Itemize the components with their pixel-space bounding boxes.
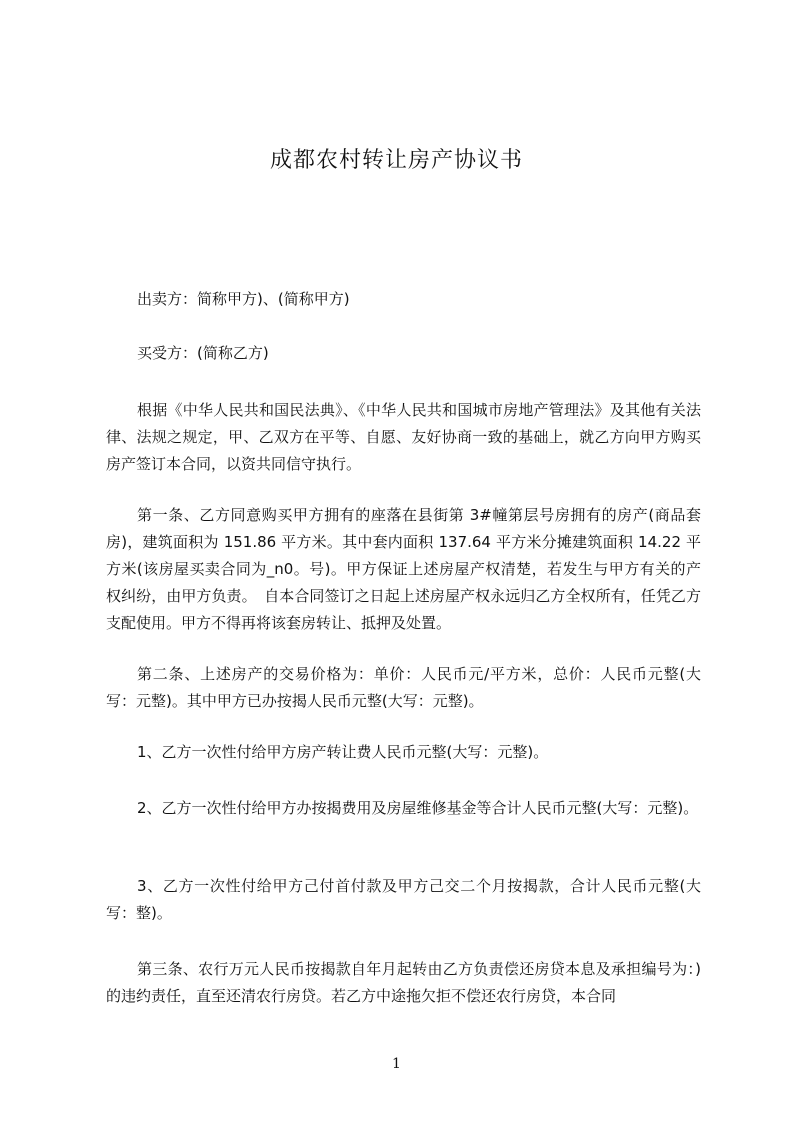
page-number: 1 — [392, 1056, 401, 1072]
article-1-paragraph: 第一条、乙方同意购买甲方拥有的座落在县街第 3#幢第层号房拥有的房产(商品套房)，建筑面积为 151.86 平方米。其中套内面积 137.64 平方米分摊建筑面积 14.22 平方米(该房屋买卖合同为_n0。号)。甲方保证上述房屋产权清楚，若发生与甲方有关的产 权纠纷，由甲方负责。 自本合同签订之日起上述房屋产权永远归乙方全权所有，任凭乙方支配使用。甲方不得再将该套房转让、抵押及处置。 — [106, 506, 717, 632]
payment-item-1: 1、乙方一次性付给甲方房产转让费人民币元整(大写：元整)。 — [137, 743, 549, 761]
preamble-paragraph: 根据《中华人民共和国民法典》、《中华人民共和国城市房地产管理法》及其他有关法律、法规之规定，甲、乙双方在平等、自愿、友好协商一致的基础上，就乙方向甲方购买房产签订本合同，以资共同信守执行。 — [106, 401, 701, 473]
payment-item-3: 3、乙方一次性付给甲方己付首付款及甲方己交二个月按揭款，合计人民币元整(大写：整)。 — [106, 877, 701, 922]
article-3-paragraph: 第三条、农行万元人民币按揭款自年月起转由乙方负责偿还房贷本息及承担编号为：)的违约责任，直至还清农行房贷。若乙方中途拖欠拒不偿还农行房贷，本合同 — [106, 960, 701, 1005]
document-title: 成都农村转让房产协议书 — [269, 148, 523, 173]
payment-item-2: 2、乙方一次性付给甲方办按揭费用及房屋维修基金等合计人民币元整(大写：元整)。 — [137, 799, 699, 817]
seller-line: 出卖方：简称甲方)、(简称甲方) — [137, 290, 350, 308]
article-2-paragraph: 第二条、上述房产的交易价格为：单价：人民币元/平方米，总价：人民币元整(大写：元整)。其中甲方已办按揭人民币元整(大写：元整)。 — [106, 665, 701, 710]
buyer-line: 买受方：(简称乙方) — [137, 344, 269, 362]
